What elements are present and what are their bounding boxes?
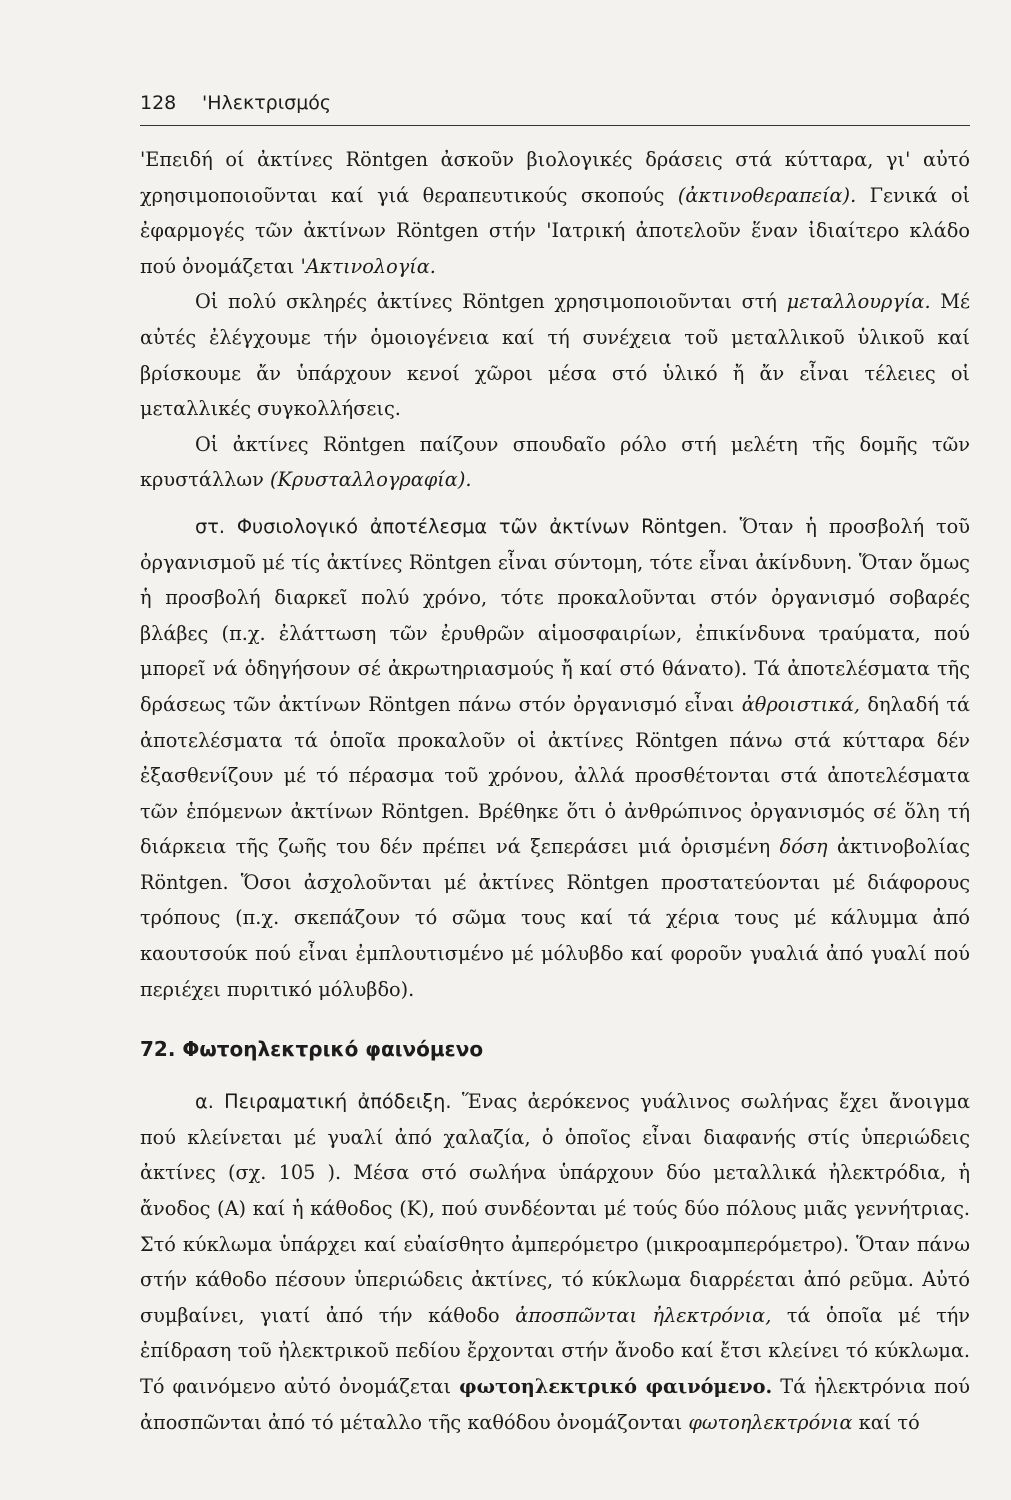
text-span: Γενικά οἱ ἐφαρμογές τῶν ἀκτίνων Röntgen στήν 'Ιατρική ἀποτελοῦν ἕναν ἰδιαίτερο κλάδο πού ὀνομάζεται xyxy=(140,183,970,278)
subsection-label: α. Πειραματική ἀπόδειξη. xyxy=(195,1090,452,1114)
paragraph-therapy xyxy=(140,142,970,284)
text-span: Ὅταν ἡ προσβολή τοῦ ὀργανισμοῦ μέ τίς ἀκτίνες Röntgen εἶναι σύντομη, τότε εἶναι ἀκίνδυνη. Ὅταν ὅμως ἡ προσβολή διαρκεῖ πολύ χρόνο, τότε προκαλοῦνται στόν ὀργανισμό σοβαρές βλάβες (π.χ. ἐλάττωση τῶν ἐρυθρῶν αἱμοσφαιρίων, ἐπικίνδυνα τραύματα, πού μπορεῖ νά ὁδηγήσουν σέ ἀκρωτηριασμούς ἤ καί στό θάνατο). Τά ἀποτελέσματα τῆς δράσεως τῶν ἀκτίνων Röntgen πάνω στόν ὀργανισμό εἶναι xyxy=(140,514,970,716)
text-span: Οἱ ἀκτίνες Röntgen παίζουν σπουδαῖο ρόλο στή μελέτη τῆς δομῆς τῶν κρυστάλλων xyxy=(140,432,970,492)
text-span: Οἱ πολύ σκληρές ἀκτίνες Röntgen χρησιμοποιοῦνται στή xyxy=(195,290,787,314)
text-span: Τά ἠλεκτρόνια πού ἀποσπῶνται ἀπό τό μέταλλο τῆς καθόδου ὀνομάζονται xyxy=(140,1375,971,1434)
page-number: 128 xyxy=(140,92,177,114)
italic-term: ἀθροιστικά, xyxy=(741,692,861,716)
text-span: ἀκτινοβολίας Röntgen. Ὅσοι ἀσχολοῦνται μέ ἀκτίνες Röntgen προστατεύονται μέ διάφορους τρόπους (π.χ. σκεπάζουν τό σῶμα τους καί τά χέρια τους μέ κάλυμμα ἀπό καουτσούκ πού εἶναι ἐμπλουτισμένο μέ μόλυβδο καί φοροῦν γυαλιά ἀπό γυαλί πού περιέχει πυριτικό μόλυβδο). xyxy=(140,835,970,1001)
italic-term: (ἀκτινοθεραπεία). xyxy=(677,183,857,207)
paragraph-metallurgy xyxy=(140,284,970,426)
text-span: Ἕνας ἀερόκενος γυάλινος σωλήνας ἔχει ἄνοιγμα πού κλείνεται μέ γυαλί ἀπό χαλαζία, ὁ ὁποῖος εἶναι διαφανής στίς ὑπεριώδεις ἀκτίνες (σχ. 105 ). Μέσα στό σωλήνα ὑπάρχουν δύο μεταλλικά ἠλεκτρόδια, ἡ ἄνοδος (Α) καί ἡ κάθοδος (Κ), πού συνδέονται μέ τούς δύο πόλους μιᾶς γεννήτριας. Στό κύκλωμα ὑπάρχει καί εὐαίσθητο ἀμπερόμετρο (μικροαμπερόμετρο). Ὅταν πάνω στήν κάθοδο πέσουν ὑπεριώδεις ἀκτίνες, τό κύκλωμα διαρρέεται ἀπό ρεῦμα. Αὐτό συμβαίνει, γιατί ἀπό τήν κάθοδο xyxy=(140,1090,970,1327)
italic-term: ἀποσπῶνται ἠλεκτρόνια, xyxy=(515,1303,772,1327)
page-header xyxy=(140,92,970,114)
paragraph-crystallography xyxy=(140,427,970,498)
italic-term: 'Ακτινολογία. xyxy=(300,254,436,278)
page-body xyxy=(140,142,970,1440)
italic-term: (Κρυσταλλογραφία). xyxy=(269,468,472,492)
text-span: τά ὁποῖα μέ τήν ἐπίδραση τοῦ ἠλεκτρικοῦ πεδίου ἔρχονται στήν ἄνοδο καί ἔτσι κλείνει τό κύκλωμα. Τό φαινόμενο αὐτό ὀνομάζεται xyxy=(140,1303,971,1398)
header-rule xyxy=(140,125,970,126)
bold-term: φωτοηλεκτρικό φαινόμενο. xyxy=(459,1375,773,1398)
italic-term: μεταλλουργία. xyxy=(786,290,931,314)
italic-term: δόση xyxy=(779,835,828,859)
text-span: καί τό xyxy=(852,1410,920,1434)
paragraph-photoelectric xyxy=(140,1084,970,1440)
running-title: 'Ηλεκτρισμός xyxy=(202,92,332,114)
subsection-label: στ. Φυσιολογικό ἀποτέλεσμα τῶν ἀκτίνων Röntgen. xyxy=(195,514,728,538)
section-heading: 72. Φωτοηλεκτρικό φαινόμενο xyxy=(140,1037,484,1062)
paragraph-physiology xyxy=(140,509,970,1007)
text-span: δηλαδή τά ἀποτελέσματα τά ὁποῖα προκαλοῦν οἱ ἀκτίνες Röntgen πάνω στά κύτταρα δέν ἐξασθενίζουν μέ τό πέρασμα τοῦ χρόνου, ἀλλά προσθέτονται στά ἀποτελέσματα τῶν ἑπόμενων ἀκτίνων Röntgen. Βρέθηκε ὅτι ὁ ἀνθρώπινος ὀργανισμός σέ ὅλη τή διάρκεια τῆς ζωῆς του δέν πρέπει νά ξεπεράσει μιά ὁρισμένη xyxy=(140,692,970,859)
text-span: 'Επειδή οί ἀκτίνες Röntgen ἀσκοῦν βιολογικές δράσεις στά κύτταρα, γι' αὐτό χρησιμοποιοῦνται καί γιά θεραπευτικούς σκοπούς xyxy=(140,148,970,207)
italic-term: φωτοηλεκτρόνια xyxy=(688,1410,853,1434)
text-span: Μέ αὐτές ἐλέγχουμε τήν ὁμοιογένεια καί τή συνέχεια τοῦ μεταλλικοῦ ὑλικοῦ καί βρίσκουμε ἄν ὑπάρχουν κενοί χῶροι μέσα στό ὑλικό ἤ ἄν εἶναι τέλειες οἱ μεταλλικές συγκολλήσεις. xyxy=(140,290,970,421)
